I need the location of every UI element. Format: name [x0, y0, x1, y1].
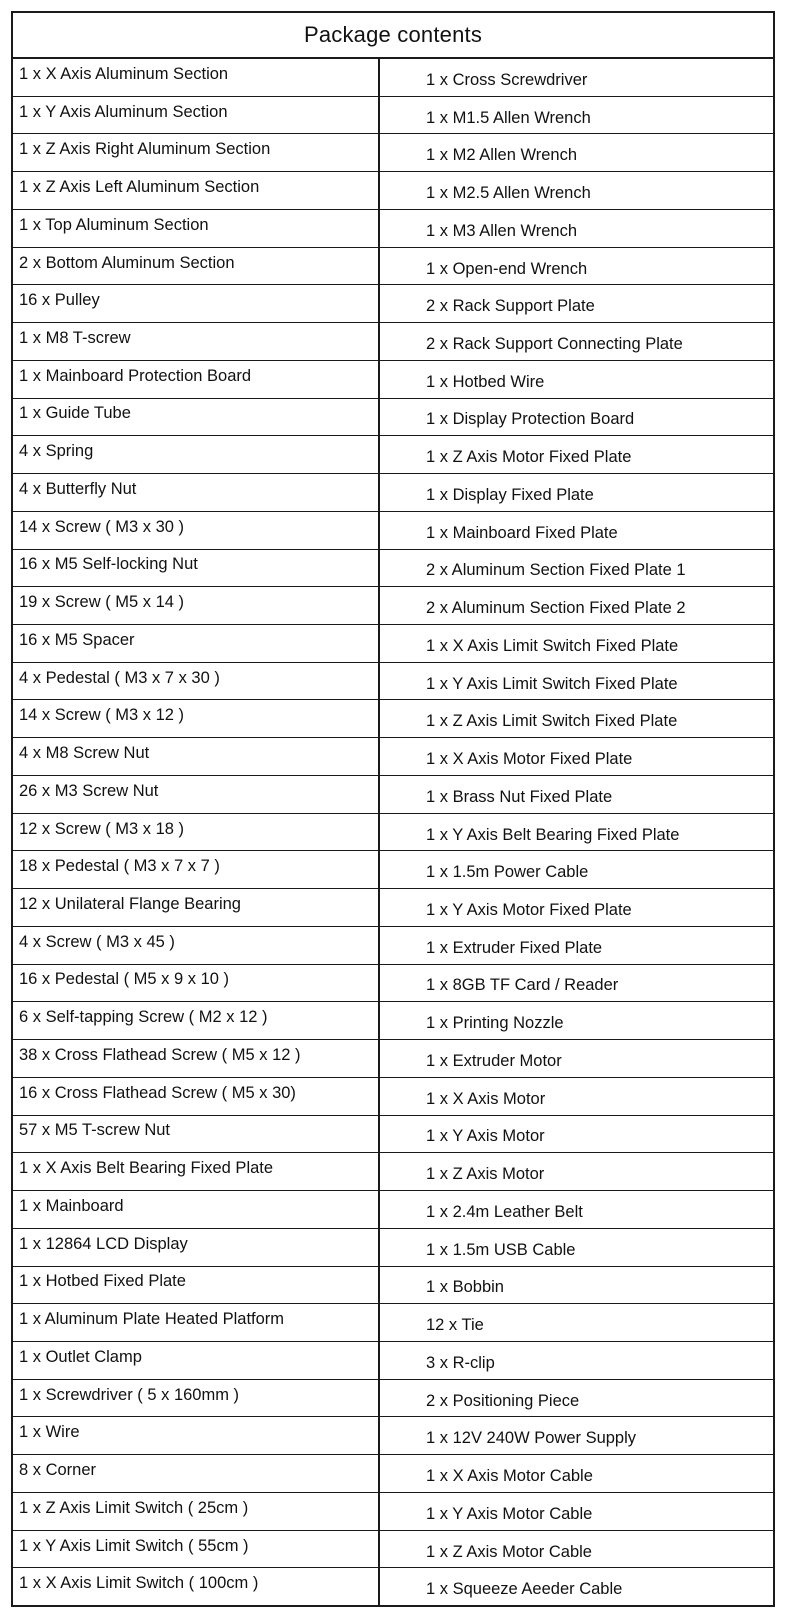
table-row: 4 x M8 Screw Nut	[13, 738, 378, 776]
table-row: 1 x Z Axis Limit Switch ( 25cm )	[13, 1493, 378, 1531]
table-row: 3 x R-clip	[380, 1342, 773, 1380]
table-row: 1 x Outlet Clamp	[13, 1342, 378, 1380]
table-row: 12 x Screw ( M3 x 18 )	[13, 814, 378, 852]
table-row: 1 x M1.5 Allen Wrench	[380, 97, 773, 135]
table-row: 1 x Display Fixed Plate	[380, 474, 773, 512]
table-row: 1 x X Axis Aluminum Section	[13, 59, 378, 97]
table-row: 1 x X Axis Belt Bearing Fixed Plate	[13, 1153, 378, 1191]
table-row: 2 x Aluminum Section Fixed Plate 2	[380, 587, 773, 625]
table-row: 38 x Cross Flathead Screw ( M5 x 12 )	[13, 1040, 378, 1078]
table-row: 1 x 1.5m USB Cable	[380, 1229, 773, 1267]
table-row: 6 x Self-tapping Screw ( M2 x 12 )	[13, 1002, 378, 1040]
table-row: 1 x Display Protection Board	[380, 399, 773, 437]
table-row: 1 x Z Axis Motor Cable	[380, 1531, 773, 1569]
table-row: 1 x Squeeze Aeeder Cable	[426, 1580, 623, 1599]
table-row: 1 x Top Aluminum Section	[13, 210, 378, 248]
table-row: 1 x Z Axis Motor	[380, 1153, 773, 1191]
table-row: 1 x Z Axis Left Aluminum Section	[13, 172, 378, 210]
table-row: 1 x 8GB TF Card / Reader	[380, 965, 773, 1003]
table-row: 2 x Rack Support Connecting Plate	[380, 323, 773, 361]
table-row: 14 x Screw ( M3 x 12 )	[13, 700, 378, 738]
table-row: 4 x Butterfly Nut	[13, 474, 378, 512]
table-row: 14 x Screw ( M3 x 30 )	[13, 512, 378, 550]
table-row: 1 x Hotbed Fixed Plate	[13, 1267, 378, 1305]
table-row: 16 x Pulley	[13, 285, 378, 323]
table-row: 1 x Z Axis Limit Switch Fixed Plate	[380, 700, 773, 738]
table-row: 1 x M3 Allen Wrench	[380, 210, 773, 248]
table-row: 1 x Z Axis Motor Fixed Plate	[380, 436, 773, 474]
table-row: 26 x M3 Screw Nut	[13, 776, 378, 814]
table-row: 1 x Mainboard Fixed Plate	[380, 512, 773, 550]
table-row: 1 x Z Axis Right Aluminum Section	[13, 134, 378, 172]
table-row: 8 x Corner	[13, 1455, 378, 1493]
table-row: 1 x M2 Allen Wrench	[380, 134, 773, 172]
left-column	[13, 59, 380, 1605]
table-row: 16 x Pedestal ( M5 x 9 x 10 )	[13, 965, 378, 1003]
table-row: 1 x Printing Nozzle	[380, 1002, 773, 1040]
table-row: 1 x Screwdriver ( 5 x 160mm )	[13, 1380, 378, 1418]
table-row: 1 x M8 T-screw	[13, 323, 378, 361]
table-row: 1 x Y Axis Belt Bearing Fixed Plate	[380, 814, 773, 852]
table-row: 1 x X Axis Limit Switch Fixed Plate	[380, 625, 773, 663]
table-row: 1 x 1.5m Power Cable	[380, 851, 773, 889]
table-row: 1 x Open-end Wrench	[380, 248, 773, 286]
table-row: 19 x Screw ( M5 x 14 )	[13, 587, 378, 625]
table-row: 1 x Wire	[13, 1417, 378, 1455]
table-row: 2 x Positioning Piece	[380, 1380, 773, 1418]
right-column	[380, 59, 773, 1605]
table-row: 1 x Mainboard	[13, 1191, 378, 1229]
table-row: 1 x Y Axis Motor Fixed Plate	[380, 889, 773, 927]
table-row: 16 x M5 Spacer	[13, 625, 378, 663]
table-row: 1 x Extruder Motor	[380, 1040, 773, 1078]
table-row: 1 x X Axis Limit Switch ( 100cm )	[19, 1574, 259, 1593]
table-row: 1 x Y Axis Limit Switch ( 55cm )	[13, 1531, 378, 1569]
table-row: 1 x Y Axis Motor Cable	[380, 1493, 773, 1531]
table-row: 1 x 12V 240W Power Supply	[380, 1417, 773, 1455]
table-row: 2 x Rack Support Plate	[380, 285, 773, 323]
table-row: 57 x M5 T-screw Nut	[13, 1116, 378, 1154]
table-row: 12 x Tie	[380, 1304, 773, 1342]
table-row: 1 x X Axis Motor	[380, 1078, 773, 1116]
table-row: 4 x Screw ( M3 x 45 )	[13, 927, 378, 965]
table-row: 1 x Hotbed Wire	[380, 361, 773, 399]
table-row: 1 x 2.4m Leather Belt	[380, 1191, 773, 1229]
table-row: 1 x Aluminum Plate Heated Platform	[13, 1304, 378, 1342]
table-row: 16 x Cross Flathead Screw ( M5 x 30)	[13, 1078, 378, 1116]
table-row: 2 x Aluminum Section Fixed Plate 1	[380, 550, 773, 588]
table-row: 12 x Unilateral Flange Bearing	[13, 889, 378, 927]
table-row: 1 x X Axis Motor Cable	[380, 1455, 773, 1493]
table-row: 1 x Cross Screwdriver	[380, 59, 773, 97]
table-row: 1 x Brass Nut Fixed Plate	[380, 776, 773, 814]
table-row: 1 x Y Axis Aluminum Section	[13, 97, 378, 135]
table-row: 1 x Y Axis Limit Switch Fixed Plate	[380, 663, 773, 701]
table-row: 16 x M5 Self-locking Nut	[13, 550, 378, 588]
table-row: 1 x Bobbin	[380, 1267, 773, 1305]
table-body	[13, 59, 773, 1605]
table-row: 1 x X Axis Motor Fixed Plate	[380, 738, 773, 776]
table-row: 4 x Pedestal ( M3 x 7 x 30 )	[13, 663, 378, 701]
table-row: 1 x M2.5 Allen Wrench	[380, 172, 773, 210]
table-row: 2 x Bottom Aluminum Section	[13, 248, 378, 286]
table-row: 4 x Spring	[13, 436, 378, 474]
table-row: 1 x Guide Tube	[13, 399, 378, 437]
table-row: 1 x Y Axis Motor	[380, 1116, 773, 1154]
table-row: 18 x Pedestal ( M3 x 7 x 7 )	[13, 851, 378, 889]
table-title: Package contents	[13, 13, 773, 59]
table-row: 1 x Extruder Fixed Plate	[380, 927, 773, 965]
table-row: 1 x 12864 LCD Display	[13, 1229, 378, 1267]
table-row: 1 x Mainboard Protection Board	[13, 361, 378, 399]
package-contents-table	[11, 11, 775, 1607]
